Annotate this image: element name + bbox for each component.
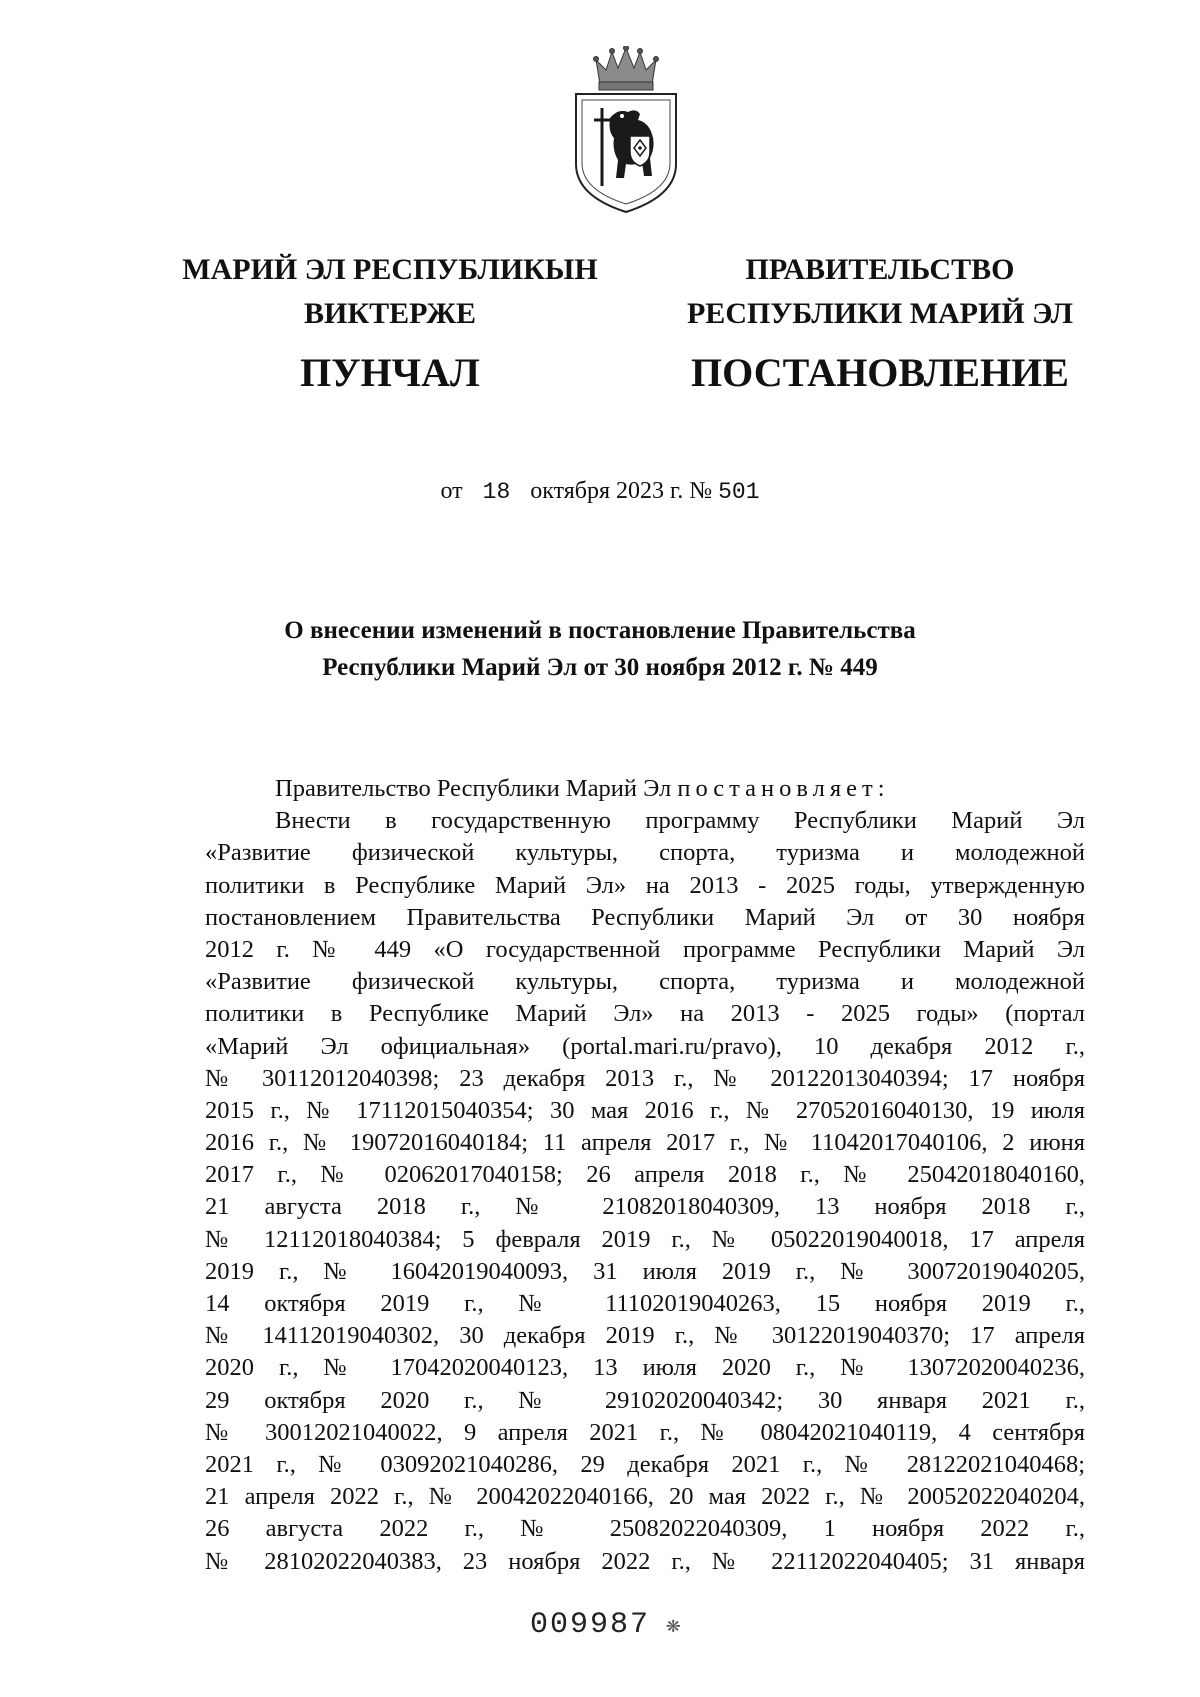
body-line: 26 августа 2022 г., № 25082022040309, 1 ноября 2022 г., xyxy=(205,1515,1085,1543)
title-line-1: О внесении изменений в постановление Правительства xyxy=(284,617,916,644)
body-line: политики в Республике Марий Эл» на 2013 - 2025 годы» (портал xyxy=(205,1000,1085,1028)
document-number: 501 xyxy=(718,479,760,505)
body-line: 2015 г., № 17112015040354; 30 мая 2016 г., № 27052016040130, 19 июля xyxy=(205,1096,1085,1124)
body-line: 14 октября 2019 г., № 11102019040263, 15 ноября 2019 г., xyxy=(205,1290,1085,1317)
body-line: 2019 г., № 16042019040093, 31 июля 2019 г., № 30072019040205, xyxy=(205,1257,1085,1285)
body-line: № 28102022040383, 23 ноября 2022 г., № 22112022040405; 31 января xyxy=(205,1547,1085,1575)
header-left-line2: ВИКТЕРЖЕ xyxy=(303,297,477,330)
document-title xyxy=(0,612,1200,686)
asterisk-mark-icon: ❋ xyxy=(666,1613,683,1640)
header-right-line1: ПРАВИТЕЛЬСТВО xyxy=(745,253,1015,286)
document-body xyxy=(205,773,1085,1578)
document-date-line xyxy=(0,478,1200,505)
mari-el-coat-of-arms-icon xyxy=(566,46,686,216)
header-right-doc-type: ПОСТАНОВЛЕНИЕ xyxy=(691,350,1069,395)
body-line: 2012 г. № 449 «О государственной программе Республики Марий Эл xyxy=(205,935,1085,963)
body-line: постановлением Правительства Республики Марий Эл от 30 ноября xyxy=(205,903,1085,931)
body-line: 21 апреля 2022 г., № 20042022040166, 20 мая 2022 г., № 20052022040204, xyxy=(205,1483,1085,1511)
body-line: 2021 г., № 03092021040286, 29 декабря 2021 г., № 28122021040468; xyxy=(205,1450,1085,1478)
body-line: «Развитие физической культуры, спорта, туризма и молодежной xyxy=(205,839,1085,867)
body-intro xyxy=(205,773,1085,805)
date-month-year: октября 2023 г. № xyxy=(530,478,713,504)
body-line: «Марий Эл официальная» (portal.mari.ru/pravo), 10 декабря 2012 г., xyxy=(205,1032,1085,1060)
title-line-2: Республики Марий Эл от 30 ноября 2012 г. № 449 xyxy=(322,654,878,681)
body-intro-subject: Правительство Республики Марий Эл xyxy=(275,775,672,802)
body-line: № 14112019040302, 30 декабря 2019 г., № 30122019040370; 17 апреля xyxy=(205,1322,1085,1350)
body-line: 2016 г., № 19072016040184; 11 апреля 2017 г., № 11042017040106, 2 июня xyxy=(205,1129,1085,1157)
header-left-line1: МАРИЙ ЭЛ РЕСПУБЛИКЫН xyxy=(182,253,598,286)
serial-number-text: 009987 xyxy=(530,1608,651,1642)
body-intro-verb: постановляет: xyxy=(677,775,890,802)
body-line: 2020 г., № 17042020040123, 13 июля 2020 г., № 13072020040236, xyxy=(205,1354,1085,1382)
date-day: 18 xyxy=(482,479,511,505)
header-right-line2: РЕСПУБЛИКИ МАРИЙ ЭЛ xyxy=(686,297,1073,330)
body-line: 21 августа 2018 г., № 21082018040309, 13 ноября 2018 г., xyxy=(205,1193,1085,1221)
body-line: Внести в государственную программу Республики Марий Эл xyxy=(275,807,1085,835)
body-line: № 30012021040022, 9 апреля 2021 г., № 08042021040119, 4 сентября xyxy=(205,1418,1085,1446)
body-line: 2017 г., № 02062017040158; 26 апреля 2018 г., № 25042018040160, xyxy=(205,1161,1085,1189)
document-serial-number xyxy=(530,1608,682,1642)
body-line: «Развитие физической культуры, спорта, туризма и молодежной xyxy=(205,968,1085,996)
body-line: политики в Республике Марий Эл» на 2013 - 2025 годы, утвержденную xyxy=(205,871,1085,899)
header-left-doc-type: ПУНЧАЛ xyxy=(300,350,480,395)
date-prefix: от xyxy=(440,478,463,504)
body-line: № 30112012040398; 23 декабря 2013 г., № 20122013040394; 17 ноября xyxy=(205,1064,1085,1092)
body-line: 29 октября 2020 г., № 29102020040342; 30 января 2021 г., xyxy=(205,1386,1085,1414)
header-russian xyxy=(650,248,1110,400)
body-line: № 12112018040384; 5 февраля 2019 г., № 05022019040018, 17 апреля xyxy=(205,1225,1085,1253)
header-mari xyxy=(160,248,620,400)
